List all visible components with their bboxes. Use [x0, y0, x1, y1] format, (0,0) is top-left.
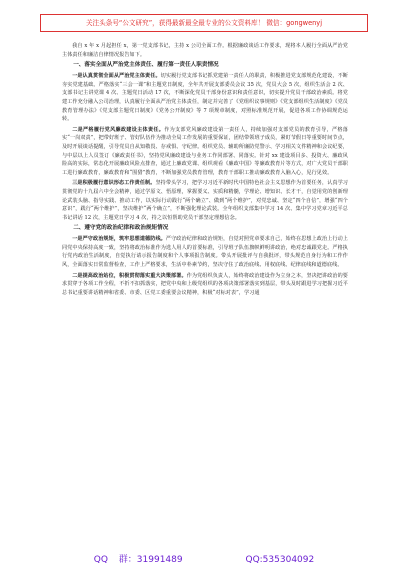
paragraph-lead: 二是提高政治站位，积极贯彻落实重大决策部署。	[72, 272, 187, 279]
paragraph-lead: 一是严守政治规矩，筑牢思想道德防线。	[72, 236, 166, 243]
paragraph-lead: 三是积极履行意识形态工作责任制。	[72, 180, 156, 187]
promo-banner: 关注头条号“公文研究”，获得最新最全最专业的公文资料库！ 微信：gongwenyj	[40, 14, 368, 32]
paragraph	[62, 72, 348, 124]
paragraph-lead: 二是严格履行党风廉政建设主体责任。	[72, 126, 165, 133]
section-heading-1: 一、落实全面从严治党主体责任、履行第一责任人职责情况	[73, 62, 219, 69]
paragraph	[62, 126, 348, 178]
paragraph	[62, 179, 348, 222]
paragraph-body: 坚持带头学习，把学习习近平新时代中国特色社会主义思想作为首要任务，认真学习贯彻党的十九届六中全会精神，通过学原文、悟原理，掌握要义、实质和精髓，学理论、增知识、长才干，自觉用党的创新理论武装头脑、指导实践、推动工作，以实际行动践行“两个确立”、做到“两个维护”，对党忠诚、坚定“四个自信”，增强“四个意识”，践行“两个维护”，坚决维护“两个确立”，不断强化理论武装。全年组织支部集中学习 14 次、集中学习党章习近平总书记讲话 12 次，主题党日学习 4 次，持之以恒帮助党员干部坚定理想信念。	[62, 180, 348, 221]
report-body	[62, 42, 348, 547]
contact-footer	[0, 553, 408, 567]
paragraph	[62, 272, 348, 298]
paragraph-body: 严守政治纪律和政治规矩，自觉对照党章要求自己，始终在思想上政治上行动上同党中央保持高度一致，坚持将政治标准作为选人用人的首要标准，引导班子队伍旗帜鲜明讲政治，绝对忠诚跟党走。严格执行党内政治生活制度，自觉执行请示报告制度和个人事项报告制度。带头开展批评与自我批评，带头规范自身行为和工作作风，全面落实日常监督检查，工作上严格要求，生活中朴素节约，坚决守住了政治底线、用权底线、纪律底线和道德底线。	[62, 236, 348, 269]
qq-group-label: QQ 群：31991489	[93, 555, 183, 565]
qq-contact-label: QQ:535304092	[245, 555, 315, 565]
paragraph-body: 作为党组织负责人，始终将政治建设作为立身之本，坚决把讲政治的要求贯穿于各项工作全程，不折不扣抓落实，把党中央和上级党组织的各项决策部署落实到基层，带头及时跟进学习把握习近平总书记重要讲话精神和省委、市委、区党工委重要会议精神，积极“对标对表”，学习通	[62, 272, 348, 296]
intro-paragraph: 我自 x 年 x 月起担任 x，第一党支部书记，主持 x 公司全面工作。根据廉政谈话工作要求，现将本人履行全面从严治党主体责任和廉洁自律情况报告如下。	[62, 43, 348, 58]
paragraph-lead: 一是认真贯彻全面从严治党主体责任。	[72, 73, 161, 80]
paragraph	[62, 235, 348, 269]
paragraph-body: 切实履行党支部书记抓党建第一责任人的职责，积极推进党支部规范化建设，不断夯实党建基础。严格落实“三会一课”和主题党日制度，全年共开展支部委员会议 35 次，党员大会 5 次，组织生活会 2 次、支部书记主讲党课 4 次、主题党日活动 17 次，不断深化党员干部身份意识和责任意识，切实提升党员干部政治素质。将党建工作充分融入公司治理，认真履行全面从严治党主体责任，制定并完善了《党组织议事规则》《党支部组织生活制度》《党员教育管理办法》《党支部主题党日制度》《党务公开制度》等 7 项规章制度，对照标准规范开展，促进各项工作协调规范运转。	[62, 73, 348, 123]
paragraph-body: 作为支部党风廉政建设第一责任人，持续加强对支部党员的教育引导，严格落实“一岗双责”，把带好班子、管好队伍作为推动全局工作发展的重要保证，团结带领班子成员，紧盯节假日等重要时间节点，及时开展谈话提醒，引导党员自从知敬畏、存戒惧、守纪律。组织党员、辅助所廉防党警示、学习相关文件精神和会议纪要，与中层以上人员签订《廉政责任书》，坚持党风廉政建设与业务工作同部署、同落实。针对 xx 建设项目多、投资大、廉政风险高的实际，常态化开展廉政风险点排查，通过上廉政党课、组织观看《廉政中国》等廉政教育片等方式，对广大党员干部职工进行廉政教育，廉政教育和“围猎”教育，不断加强党员教育管理，教育干部职工推动廉政教育入脑入心，见行见效。	[62, 126, 348, 176]
section-heading-2: 二、遵守党的政治纪律和政治规矩情况	[73, 225, 169, 232]
